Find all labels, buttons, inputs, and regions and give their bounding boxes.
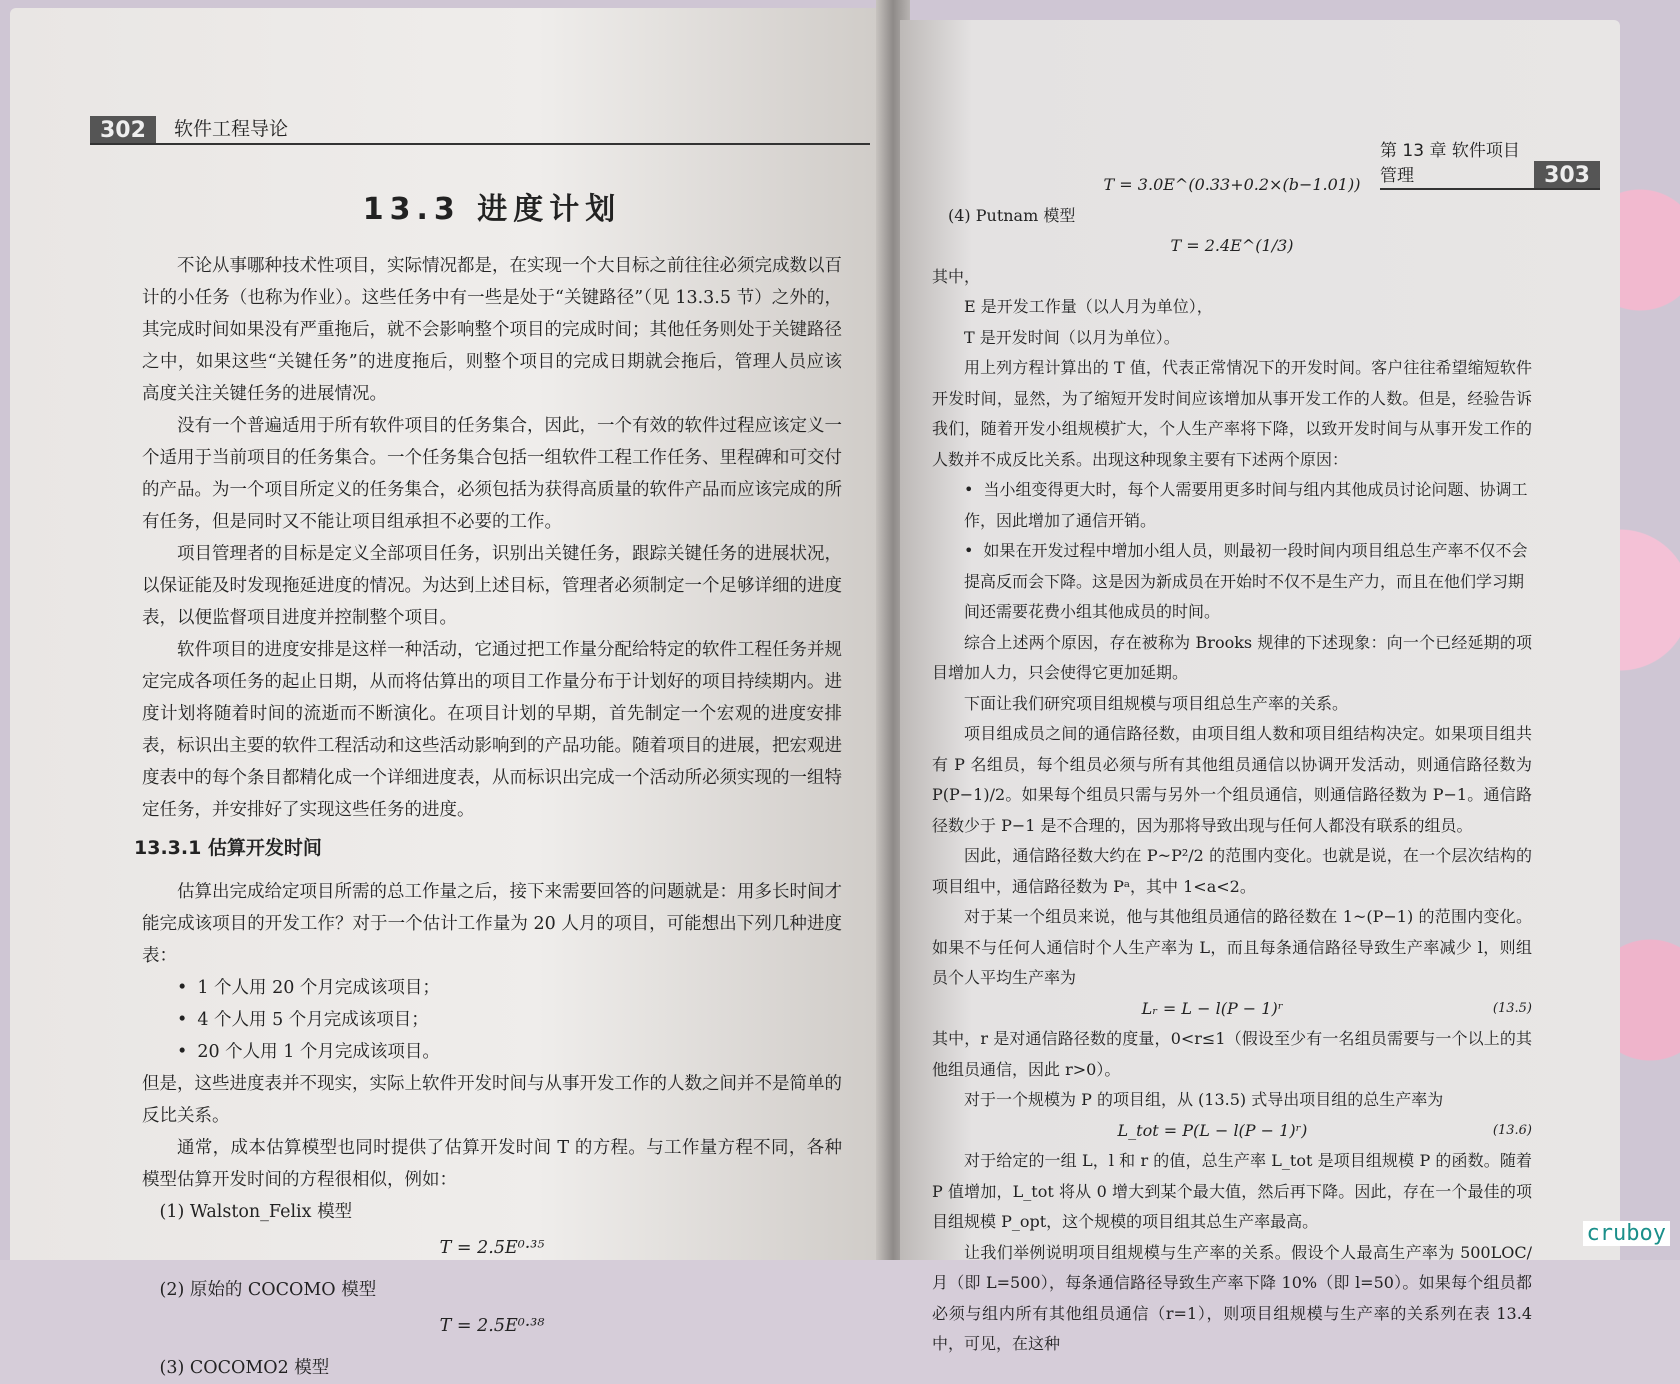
- list-item: • 4 个人用 5 个月完成该项目；: [177, 1004, 842, 1036]
- schedule-list: [142, 972, 842, 1068]
- paragraph: 对于某一个组员来说，他与其他组员通信的路径数在 1~(P−1) 的范围内变化。如果不与任何人通信时个人生产率为 L，而且每条通信路径导致生产率减少 l，则组员个人平均生产率为: [932, 907, 1532, 987]
- list-item: • 当小组变得更大时，每个人需要用更多时间与组内其他成员讨论问题、协调工作，因此增加了通信开销。: [964, 475, 1532, 536]
- paragraph: 用上列方程计算出的 T 值，代表正常情况下的开发时间。客户往往希望缩短软件开发时间，显然，为了缩短开发时间应该增加从事开发工作的人数。但是，经验告诉我们，随着开发小组规模扩大，个人生产率将下降，以致开发时间与从事开发工作的人数并不成反比关系。出现这种现象主要有下述两个原因：: [932, 358, 1532, 469]
- list-item: • 20 个人用 1 个月完成该项目。: [177, 1036, 842, 1068]
- equation-number: (13.5): [1492, 1000, 1532, 1016]
- paragraph: 不论从事哪种技术性项目，实际情况都是，在实现一个大目标之前往往必须完成数以百计的小任务（也称为作业）。这些任务中有一些是处于“关键路径”（见 13.3.5 节）之外的，其完成时间如果没有严重拖后，就不会影响整个项目的完成时间；其他任务则处于关键路径之中，如果这些“关键任务”的进度拖后，则整个项目的完成日期就会拖后，管理人员应该高度关注关键任务的进展情况。: [142, 256, 842, 404]
- paragraph: 让我们举例说明项目组规模与生产率的关系。假设个人最高生产率为 500LOC/月（即 L=500），每条通信路径导致生产率下降 10%（即 l=50）。如果每个组员都必须与组内所有其他组员通信（r=1），则项目组规模与生产率的关系列在表 13.4 中，可见，在这种: [932, 1242, 1532, 1353]
- paragraph: 估算出完成给定项目所需的总工作量之后，接下来需要回答的问题就是：用多长时间才能完成该项目的开发工作？对于一个估计工作量为 20 人月的项目，可能想出下列几种进度表：: [142, 882, 842, 966]
- formula: T = 2.5E⁰·³⁵: [439, 1238, 545, 1258]
- right-chapter-label: 第 13 章 软件项目管理: [1380, 141, 1520, 186]
- left-running-title: 软件工程导论: [173, 118, 288, 140]
- equation-text: Lᵣ = L − l(P − 1)ʳ: [1141, 998, 1284, 1018]
- section-title: 13.3 进度计划: [362, 192, 622, 227]
- paragraph: 其中，r 是对通信路径数的度量，0<r≤1（假设至少有一名组员需要与一个以上的其他组员通信，因此 r>0）。: [932, 1029, 1532, 1079]
- model-label: (2) 原始的 COCOMO 模型: [159, 1280, 377, 1300]
- model-label: (1) Walston_Felix 模型: [159, 1202, 353, 1222]
- where-item: T 是开发时间（以月为单位）。: [964, 327, 1180, 347]
- formula-putnam: T = 2.4E^(1/3): [1170, 236, 1294, 255]
- paragraph: 通常，成本估算模型也同时提供了估算开发时间 T 的方程。与工作量方程不同，各种模型估算开发时间的方程很相似，例如：: [142, 1138, 842, 1190]
- equation-13-5: [932, 994, 1532, 1025]
- paragraph: 没有一个普遍适用于所有软件项目的任务集合，因此，一个有效的软件过程应该定义一个适用于当前项目的任务集合。一个任务集合包括一组软件工程工作任务、里程碑和可交付的产品。为一个项目所定义的任务集合，必须包括为获得高质量的软件产品而应该完成的所有任务，但是同时又不能让项目组承担不必要的工作。: [142, 416, 842, 532]
- paragraph: 对于一个规模为 P 的项目组，从 (13.5) 式导出项目组的总生产率为: [964, 1090, 1444, 1109]
- paragraph: 下面让我们研究项目组规模与项目组总生产率的关系。: [964, 693, 1349, 713]
- formula: T = 2.5E⁰·³⁸: [439, 1316, 545, 1336]
- reason-list: [932, 475, 1532, 628]
- equation-number: (13.6): [1492, 1122, 1532, 1138]
- left-running-head: [90, 113, 870, 145]
- left-body: [134, 188, 842, 1384]
- formula-cocomo2: T = 3.0E^(0.33+0.2×(b−1.01)): [1103, 175, 1361, 194]
- left-page-number: 302: [90, 116, 156, 143]
- equation-text: L_tot = P(L − l(P − 1)ʳ): [1117, 1120, 1308, 1140]
- paragraph: 项目组成员之间的通信路径数，由项目组人数和项目组结构决定。如果项目组共有 P 名组员，每个组员必须与所有其他组员通信以协调开发活动，则通信路径数为 P(P−1)/2。如果每个组员只需与另外一个组员通信，则通信路径数为 P−1。通信路径数少于 P−1 是不合理的，因为那将导致出现与任何人都没有联系的组员。: [932, 724, 1532, 835]
- putnam-label: (4) Putnam 模型: [948, 205, 1076, 225]
- list-item: • 如果在开发过程中增加小组人员，则最初一段时间内项目组总生产率不仅不会提高反而会下降。这是因为新成员在开始时不仅不是生产力，而且在他们学习期间还需要花费小组其他成员的时间。: [964, 536, 1532, 628]
- equation-13-6: [932, 1116, 1532, 1147]
- right-page: [900, 20, 1620, 1353]
- paragraph: 项目管理者的目标是定义全部项目任务，识别出关键任务，跟踪关键任务的进展状况，以保证能及时发现拖延进度的情况。为达到上述目标，管理者必须制定一个足够详细的进度表，以便监督项目进度并控制整个项目。: [142, 544, 842, 628]
- where-item: E 是开发工作量（以人月为单位），: [964, 297, 1213, 316]
- paragraph: 综合上述两个原因，存在被称为 Brooks 规律的下述现象：向一个已经延期的项目增加人力，只会使得它更加延期。: [932, 632, 1532, 682]
- model-label: (3) COCOMO2 模型: [159, 1358, 330, 1378]
- right-page-number: 303: [1534, 161, 1600, 188]
- paragraph: 软件项目的进度安排是这样一种活动，它通过把工作量分配给特定的软件工程任务并规定完成各项任务的起止日期，从而将估算出的项目工作量分布于计划好的项目持续期内。进度计划将随着时间的流逝而不断演化。在项目计划的早期，首先制定一个宏观的进度安排表，标识出主要的软件工程活动和这些活动影响到的产品功能。随着项目的进展，把宏观进度表中的每个条目都精化成一个详细进度表，从而标识出完成一个活动所必须实现的一组特定任务，并安排好了实现这些任务的进度。: [142, 640, 842, 820]
- paragraph: 但是，这些进度表并不现实，实际上软件开发时间与从事开发工作的人数之间并不是简单的反比关系。: [142, 1074, 842, 1126]
- right-body: [932, 170, 1532, 1360]
- list-item: • 1 个人用 20 个月完成该项目；: [177, 972, 842, 1004]
- subsection-title: 13.3.1 估算开发时间: [134, 837, 322, 859]
- where-label: 其中，: [932, 266, 981, 286]
- left-page: [10, 8, 890, 1378]
- watermark-text: cruboy: [1583, 1221, 1670, 1246]
- paragraph: 对于给定的一组 L，l 和 r 的值，总生产率 L_tot 是项目组规模 P 的函数。随着 P 值增加，L_tot 将从 0 增大到某个最大值，然后再下降。因此，存在一个最佳的项目组规模 P_opt，这个规模的项目组其总生产率最高。: [932, 1151, 1532, 1231]
- paragraph: 因此，通信路径数大约在 P~P²/2 的范围内变化。也就是说，在一个层次结构的项目组中，通信路径数为 Pᵃ，其中 1<a<2。: [932, 846, 1532, 896]
